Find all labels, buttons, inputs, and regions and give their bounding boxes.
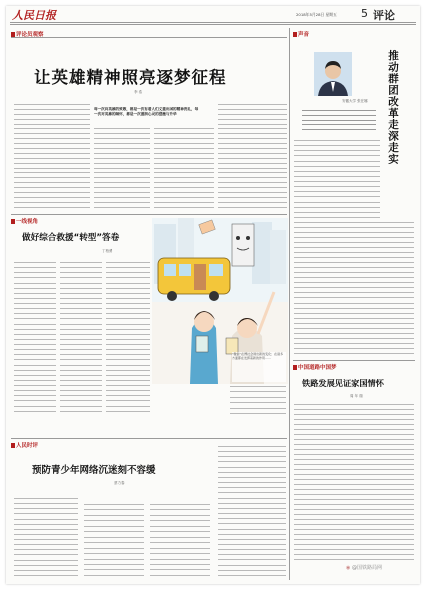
col3-text-b (84, 504, 144, 576)
col3-text-d (218, 446, 286, 576)
top-text-col-3 (154, 128, 214, 208)
col4-text (294, 404, 414, 560)
top-deck: 每一次向英雄的致敬，都是一次有着人们义重出国的精神洗礼，每一次对英雄的缅怀，都是一次滋润心灵的澄澈与升华 (94, 107, 199, 116)
person-icon (314, 52, 352, 96)
section-label-col2: 一线视角 (11, 217, 38, 225)
col3-headline: 预防青少年网络沉迷刻不容缓 (32, 465, 156, 476)
sidebar-text-full (294, 222, 414, 354)
sidebar-mid-rule (293, 360, 415, 361)
col4-byline: 周 年 瑞 (350, 394, 363, 398)
col2-headline: 做好综合救援“转型”答卷 (22, 233, 120, 243)
sidebar-divider (289, 28, 290, 580)
masthead-rule (10, 22, 416, 23)
masthead-page-number: 5 (361, 7, 368, 20)
section-label-sidebar: 声音 (293, 30, 309, 38)
masthead-date: 2018年5月28日 星期五 (296, 12, 337, 17)
col2-byline: 丁柏勇 (102, 249, 113, 253)
section-label-col4: 中国道路中国梦 (293, 363, 337, 371)
section-rule-top (11, 37, 287, 38)
section-label-top: 评论员观察 (11, 30, 44, 38)
top-text-col-2 (94, 128, 150, 208)
masthead-logo: 人民日报 (12, 9, 56, 22)
top-headline: 让英雄精神照亮逐梦征程 (34, 68, 227, 87)
top-text-col-1 (14, 104, 90, 208)
sidebar-lead (302, 110, 376, 130)
cartoon-caption: “微信”在博社会诱出新的变化；在诸多方面都在发挥着新的作用…… (232, 352, 286, 382)
cartoon-illustration (152, 218, 288, 384)
mid-rule (11, 438, 287, 439)
col3-text-a (14, 498, 78, 576)
sidebar-headline: 推动群团改革走深走实 (387, 50, 399, 165)
col2-text-c (106, 262, 150, 412)
top-bottom-rule (11, 214, 287, 215)
watermark-text: @国铁路局网 (351, 565, 382, 571)
weibo-watermark (346, 564, 382, 571)
newspaper-page (6, 6, 420, 584)
col3-text-c (150, 504, 210, 576)
top-text-col-4 (218, 104, 287, 208)
section-label-col3: 人民时评 (11, 441, 38, 449)
col3-byline: 蔡力春 (114, 481, 125, 485)
masthead-rule-2 (10, 24, 416, 25)
col2-text-a (14, 262, 56, 412)
top-byline: 李 浩 (134, 90, 143, 94)
cartoon-side-text (230, 386, 286, 414)
portrait-photo (314, 52, 352, 96)
weibo-icon: ◉ (346, 565, 351, 571)
sidebar-text-top (294, 140, 380, 218)
portrait-caption: 安徽大学 张在娜 (342, 99, 368, 103)
col2-text-b (60, 262, 102, 412)
col4-headline: 铁路发展见证家国情怀 (302, 378, 384, 388)
masthead-page-name: 评论 (373, 9, 395, 22)
